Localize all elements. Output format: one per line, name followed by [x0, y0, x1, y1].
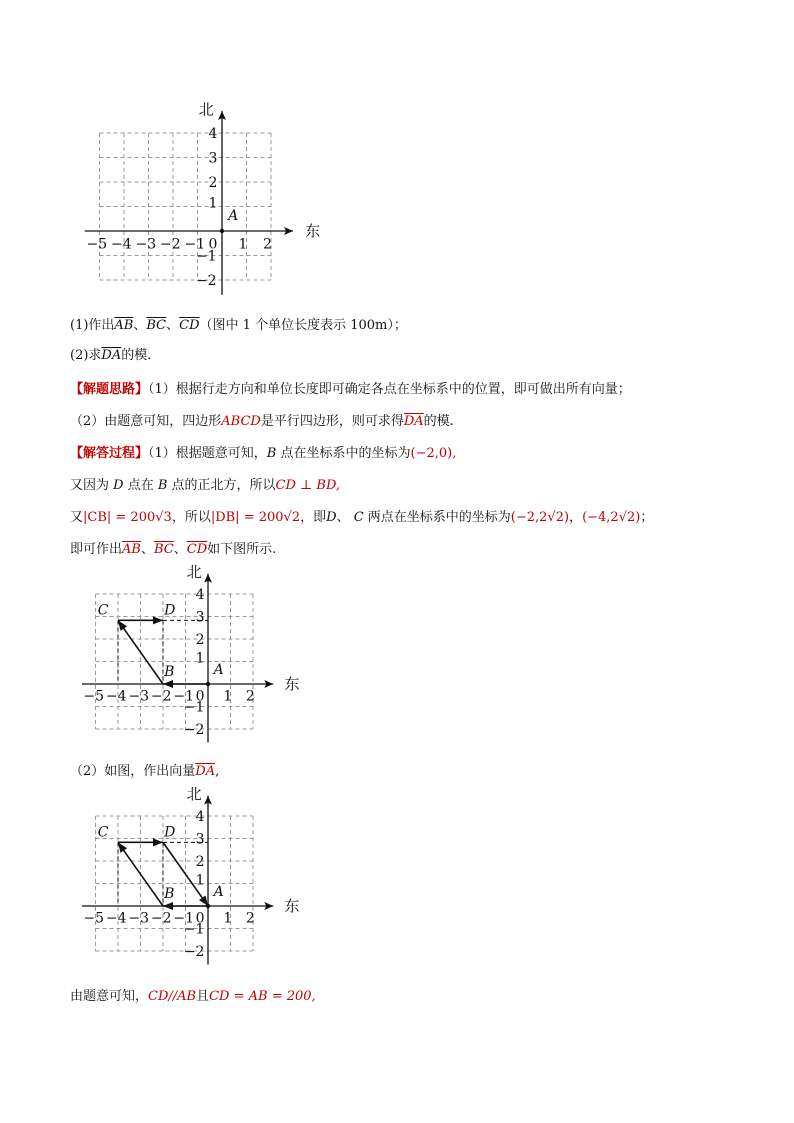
point-c: C [353, 510, 364, 525]
vector-ab-arrow-head [163, 902, 173, 910]
point-d: D [326, 510, 337, 525]
solution-line-4 [70, 538, 276, 557]
x-tick-label: 1 [238, 236, 248, 253]
x-tick-label: 0 [195, 910, 205, 927]
y-tick-label: 1 [195, 650, 205, 667]
vector-ab: $\overline{AB}$ [114, 318, 134, 333]
axes [82, 796, 273, 965]
point-b: B [157, 478, 168, 493]
y-tick-label: 3 [208, 150, 218, 167]
y-tick-label: −1 [195, 248, 217, 265]
north-label: 北 [186, 563, 202, 582]
y-tick-label: −1 [183, 699, 205, 716]
vector-cd-arrow-head [153, 838, 163, 846]
parallel-relation: CD//AB [148, 989, 197, 1004]
x-tick-label: 0 [195, 688, 205, 705]
perp-relation: CD ⊥ BD, [275, 478, 341, 493]
point-c-label: C [97, 602, 109, 619]
vector-bc: $\overline{BC}$ [146, 318, 167, 333]
vector-bc-arrow-head [118, 842, 127, 852]
vector-cd: $\overline{CD}$ [186, 542, 208, 557]
len-db: |DB| = 200√2 [210, 510, 301, 525]
vector-da: $\overline{DA}$ [195, 764, 216, 779]
x-tick-label: −5 [83, 688, 105, 705]
q1-prefix: (1)作出 [70, 318, 115, 333]
q2-prefix: (2)求 [70, 348, 102, 363]
sol-text: ，所以 [171, 510, 211, 525]
x-tick-label: −3 [128, 910, 150, 927]
y-tick-label: 1 [208, 195, 218, 212]
east-label: 东 [284, 897, 300, 915]
coord-c: (−4,2√2) [582, 510, 641, 525]
vector-cd: $\overline{CD}$ [179, 318, 200, 333]
solution-line-2 [70, 474, 340, 493]
idea-text-2d: 的模. [423, 414, 454, 429]
origin-dot [220, 229, 224, 233]
idea-text-1: （1）根据行走方向和单位长度即可确定各点在坐标系中的位置，即可做出所有向量； [148, 382, 631, 397]
vector-cd-arrow-head [153, 616, 163, 624]
vector-bc-arrow-head [118, 620, 127, 630]
x-tick-label: −2 [159, 236, 181, 253]
solution-line-3 [70, 506, 653, 525]
sol-text: 又因为 [70, 478, 114, 493]
q1-suffix: （图中 1 个单位长度表示 100m）； [199, 318, 407, 333]
solution-part-2 [70, 760, 219, 779]
sol-text: , [215, 764, 220, 779]
north-label: 北 [198, 100, 214, 119]
q2-suffix: 的模． [121, 348, 161, 363]
vector-da-arrow-head [199, 896, 208, 906]
y-tick-label: 3 [195, 831, 205, 848]
sol-text: 点在坐标系中的坐标为 [276, 446, 411, 461]
point-a-label: A [213, 661, 224, 678]
sol-text: ， [569, 510, 583, 525]
question-2 [70, 344, 160, 363]
point-d-label: D [164, 602, 176, 619]
point-a-label: A [228, 207, 239, 224]
east-label: 东 [305, 222, 321, 240]
sol-text: 即可作出 [70, 542, 123, 557]
point-d-label: D [164, 824, 176, 841]
sol-text: 、 [140, 542, 154, 557]
question-1 [70, 314, 407, 333]
x-tick-label: −1 [184, 236, 206, 253]
y-tick-label: 1 [195, 872, 205, 889]
solution-line-1 [70, 442, 456, 461]
vectors [118, 616, 208, 688]
east-label: 东 [284, 675, 300, 693]
x-tick-label: −5 [83, 910, 105, 927]
y-tick-label: 2 [195, 854, 205, 870]
vector-ab: $\overline{AB}$ [122, 542, 141, 557]
idea-text-2a: （2）由题意可知，四边形 [70, 414, 222, 429]
x-tick-label: −4 [105, 688, 127, 705]
x-tick-label: −3 [128, 688, 150, 705]
sol-text: 点在 [123, 478, 158, 493]
y-tick-label: 2 [208, 175, 218, 191]
y-tick-label: −2 [183, 944, 205, 960]
len-cb: |CB| = 200√3 [83, 510, 172, 525]
idea-line-2 [70, 410, 454, 429]
x-tick-label: 1 [223, 688, 233, 705]
y-tick-label: −2 [195, 273, 217, 289]
idea-tag: 【解题思路】 [70, 382, 149, 397]
x-tick-label: −4 [110, 236, 132, 253]
x-tick-label: −1 [173, 910, 195, 927]
vector-ab-arrow-head [163, 680, 173, 688]
sol-text: （2）如图，作出向量 [70, 764, 196, 779]
y-tick-label: −2 [183, 722, 205, 738]
point-a-label: A [213, 883, 224, 900]
solution-last-line [70, 985, 316, 1004]
axes [85, 111, 293, 295]
sol-text: ； [640, 510, 654, 525]
sol-text: 且 [196, 989, 210, 1004]
y-tick-label: 4 [208, 126, 218, 142]
point-b: B [266, 446, 277, 461]
sol-text: 如下图所示. [207, 542, 277, 557]
y-tick-label: 3 [195, 609, 205, 626]
x-tick-label: −1 [173, 688, 195, 705]
y-tick-label: 2 [195, 632, 205, 648]
sep: 、 [166, 318, 180, 333]
solution-tag: 【解答过程】 [70, 446, 149, 461]
figure-solution-2 [82, 785, 300, 964]
idea-text-2c: 是平行四边形，则可求得 [260, 414, 404, 429]
north-label: 北 [186, 785, 202, 804]
grid [100, 133, 272, 280]
idea-line-1 [70, 378, 631, 397]
point-d: D [113, 478, 124, 493]
x-tick-label: −4 [105, 910, 127, 927]
x-tick-label: 0 [208, 236, 218, 253]
sep: 、 [133, 318, 147, 333]
y-tick-label: −1 [183, 921, 205, 938]
sol-text: ，即 [300, 510, 327, 525]
vector-da: $\overline{DA}$ [101, 348, 122, 363]
sol-text: 由题意可知， [70, 989, 149, 1004]
x-tick-label: 2 [245, 910, 255, 927]
sol-text: （1）根据题意可知， [148, 446, 267, 461]
sol-text: 、 [336, 510, 354, 525]
coord-d: (−2,2√2) [510, 510, 570, 525]
x-tick-label: 2 [245, 688, 255, 705]
point-b-label: B [164, 886, 175, 903]
sol-text: 点的正北方，所以 [167, 478, 276, 493]
equal-relation: CD = AB = 200, [209, 989, 316, 1004]
y-tick-label: 4 [195, 587, 205, 603]
sol-text: 、 [173, 542, 187, 557]
x-tick-label: −3 [135, 236, 157, 253]
sol-text: 两点在坐标系中的坐标为 [363, 510, 511, 525]
coord-b: (−2,0), [410, 446, 457, 461]
point-b-label: B [164, 664, 175, 681]
figure-solution-1 [82, 563, 300, 742]
vectors [118, 838, 208, 910]
sol-text: 又 [70, 510, 84, 525]
x-tick-label: 2 [262, 236, 272, 253]
vector-da: $\overline{DA}$ [403, 414, 424, 429]
x-tick-label: −2 [150, 688, 172, 705]
point-c-label: C [97, 824, 109, 841]
axes [82, 574, 273, 743]
x-tick-label: 1 [223, 910, 233, 927]
quad-name: ABCD [221, 414, 261, 429]
x-tick-label: −2 [150, 910, 172, 927]
x-tick-label: −5 [86, 236, 108, 253]
figure-question [85, 101, 321, 295]
vector-bc: $\overline{BC}$ [153, 542, 174, 557]
y-tick-label: 4 [195, 809, 205, 825]
